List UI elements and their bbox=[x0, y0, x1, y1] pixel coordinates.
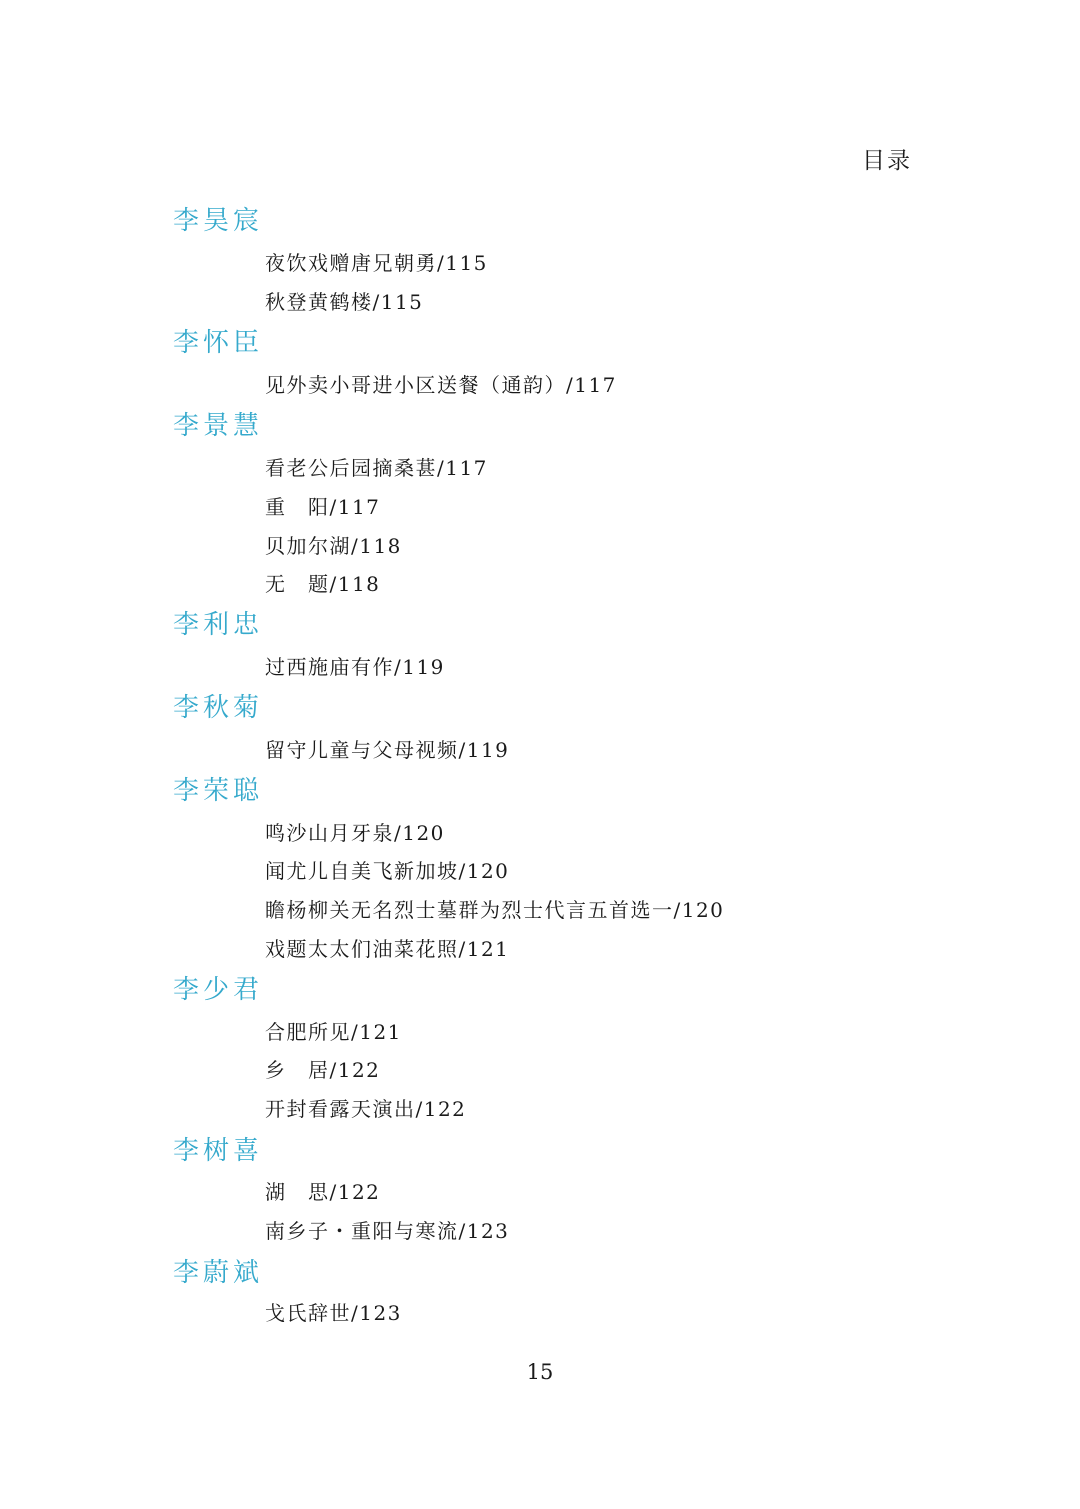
toc-entry[interactable]: 湖 思/122 bbox=[265, 1180, 381, 1204]
toc-entry[interactable]: 合肥所见/121 bbox=[265, 1020, 402, 1044]
toc-entry[interactable]: 过西施庙有作/119 bbox=[265, 655, 445, 679]
section-title: 目录 bbox=[862, 148, 912, 174]
toc-author[interactable]: 李荣聪 bbox=[173, 776, 264, 806]
toc-author[interactable]: 李蔚斌 bbox=[173, 1258, 264, 1288]
toc-entry[interactable]: 乡 居/122 bbox=[265, 1058, 381, 1082]
toc-entry[interactable]: 戏题太太们油菜花照/121 bbox=[265, 937, 510, 961]
toc-author[interactable]: 李昊宸 bbox=[173, 206, 264, 236]
toc-entry[interactable]: 鸣沙山月牙泉/120 bbox=[265, 821, 445, 845]
toc-entry[interactable]: 瞻杨柳关无名烈士墓群为烈士代言五首选一/120 bbox=[265, 898, 725, 922]
toc-entry[interactable]: 秋登黄鹤楼/115 bbox=[265, 290, 424, 314]
page-number: 15 bbox=[526, 1360, 554, 1384]
toc-entry[interactable]: 开封看露天演出/122 bbox=[265, 1097, 467, 1121]
toc-author[interactable]: 李秋菊 bbox=[173, 693, 264, 723]
toc-entry[interactable]: 戈氏辞世/123 bbox=[265, 1301, 402, 1325]
toc-author[interactable]: 李利忠 bbox=[173, 610, 264, 640]
toc-entry[interactable]: 闻尤儿自美飞新加坡/120 bbox=[265, 859, 510, 883]
toc-entry[interactable]: 夜饮戏赠唐兄朝勇/115 bbox=[265, 251, 488, 275]
toc-author[interactable]: 李少君 bbox=[173, 975, 264, 1005]
toc-entry[interactable]: 贝加尔湖/118 bbox=[265, 534, 402, 558]
toc-entry[interactable]: 南乡子・重阳与寒流/123 bbox=[265, 1219, 510, 1243]
toc-entry[interactable]: 看老公后园摘桑葚/117 bbox=[265, 456, 488, 480]
toc-author[interactable]: 李怀臣 bbox=[173, 328, 264, 358]
toc-entry[interactable]: 重 阳/117 bbox=[265, 495, 381, 519]
toc-author[interactable]: 李树喜 bbox=[173, 1136, 264, 1166]
toc-author[interactable]: 李景慧 bbox=[173, 411, 264, 441]
toc-entry[interactable]: 无 题/118 bbox=[265, 572, 381, 596]
toc-entry[interactable]: 见外卖小哥进小区送餐（通韵）/117 bbox=[265, 373, 617, 397]
toc-entry[interactable]: 留守儿童与父母视频/119 bbox=[265, 738, 510, 762]
